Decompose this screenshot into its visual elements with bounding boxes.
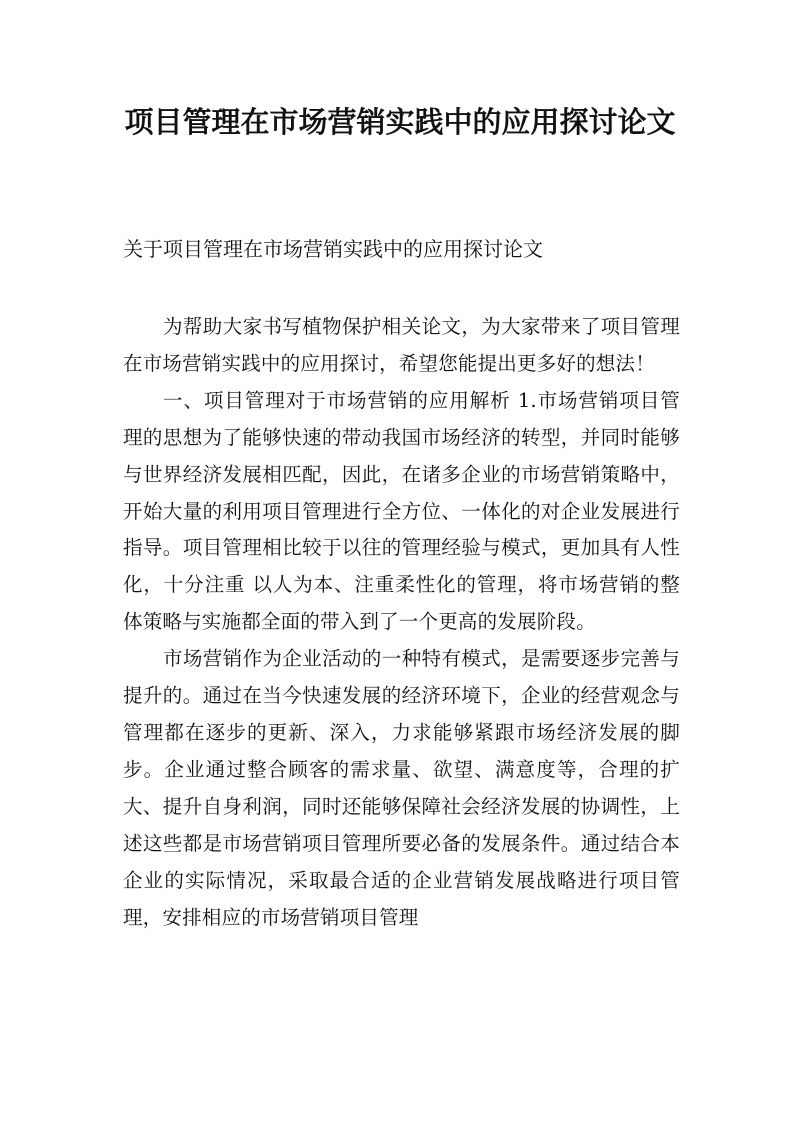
document-subtitle: 关于项目管理在市场营销实践中的应用探讨论文 — [123, 237, 543, 261]
paragraph-section-one: 一、项目管理对于市场营销的应用解析 1.市场营销项目管理的思想为了能够快速的带动我国市场经济的转型，并同时能够与世界经济发展相匹配，因此，在诸多企业的市场营销策略中，开始大量的利用项目管理进行全方位、一体化的对企业发展进行指导。项目管理相比较于以往的管理经验与模式，更加具有人性化，十分注重 以人为本、注重柔性化的管理，将市场营销的整体策略与实施都全面的带入到了一个更高的发展阶段。 — [123, 388, 680, 634]
paragraph-intro: 为帮助大家书写植物保护相关论文，为大家带来了项目管理在市场营销实践中的应用探讨，希望您能提出更多好的想法！ — [123, 315, 680, 375]
document-body — [123, 309, 680, 936]
paragraph-marketing: 市场营销作为企业活动的一种特有模式，是需要逐步完善与提升的。通过在当今快速发展的经济环境下，企业的经营观念与管理都在逐步的更新、深入，力求能够紧跟市场经济发展的脚步。企业通过整合顾客的需求量、欲望、满意度等，合理的扩大、提升自身利润，同时还能够保障社会经济发展的协调性，上述这些都是市场营销项目管理所要必备的发展条件。通过结合本企业的实际情况，采取最合适的企业营销发展战略进行项目管理，安排相应的市场营销项目管理 — [123, 647, 680, 929]
document-title: 项目管理在市场营销实践中的应用探讨论文 — [124, 105, 676, 139]
